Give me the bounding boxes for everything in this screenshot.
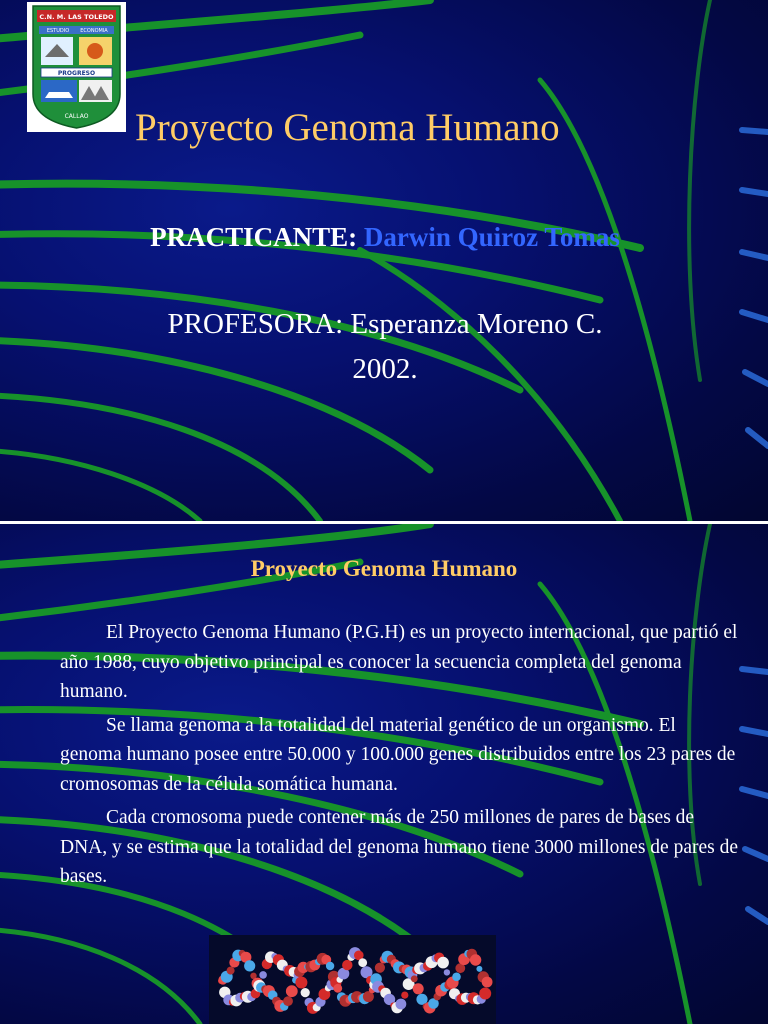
practicante-line — [130, 218, 640, 256]
slide-1-title: Proyecto Genoma Humano — [135, 106, 560, 149]
slide-2-title: Proyecto Genoma Humano — [250, 556, 518, 581]
profesora-block — [100, 302, 670, 392]
logo-ribbon-text: PROGRESO — [57, 70, 96, 77]
logo-band-right: ECONOMIA — [80, 28, 108, 34]
practicante-name: Darwin Quiroz Tomas — [363, 222, 620, 252]
paragraph-3: Cada cromosoma puede contener más de 250 millones de pares de bases de DNA, y se estima que la totalidad del genoma humano tiene 3000 millones de pares de bases. — [60, 807, 738, 887]
logo-band-left: ESTUDIO — [46, 28, 70, 34]
practicante-label: PRACTICANTE: — [150, 222, 358, 252]
dna-molecule-image — [209, 935, 496, 1024]
logo-top-text: C.N. M. LAS TOLEDO — [39, 13, 114, 21]
slide-2-body — [60, 618, 738, 896]
slide-2 — [0, 524, 768, 1024]
paragraph-1: El Proyecto Genoma Humano (P.G.H) es un proyecto internacional, que partió el año 1988, cuyo objetivo principal es conocer la secuencia completa del genoma humano. — [60, 622, 738, 702]
profesora-line: PROFESORA: Esperanza Moreno C. — [167, 308, 603, 340]
year-line: 2002. — [352, 353, 418, 385]
paragraph-2: Se llama genoma a la totalidad del material genético de un organismo. El genoma humano posee entre 50.000 y 100.000 genes distribuidos entre los 23 pares de cromosomas de la célula somática humana. — [60, 714, 736, 795]
school-crest-logo — [27, 2, 126, 132]
logo-bottom-text: CALLAO — [64, 113, 89, 120]
